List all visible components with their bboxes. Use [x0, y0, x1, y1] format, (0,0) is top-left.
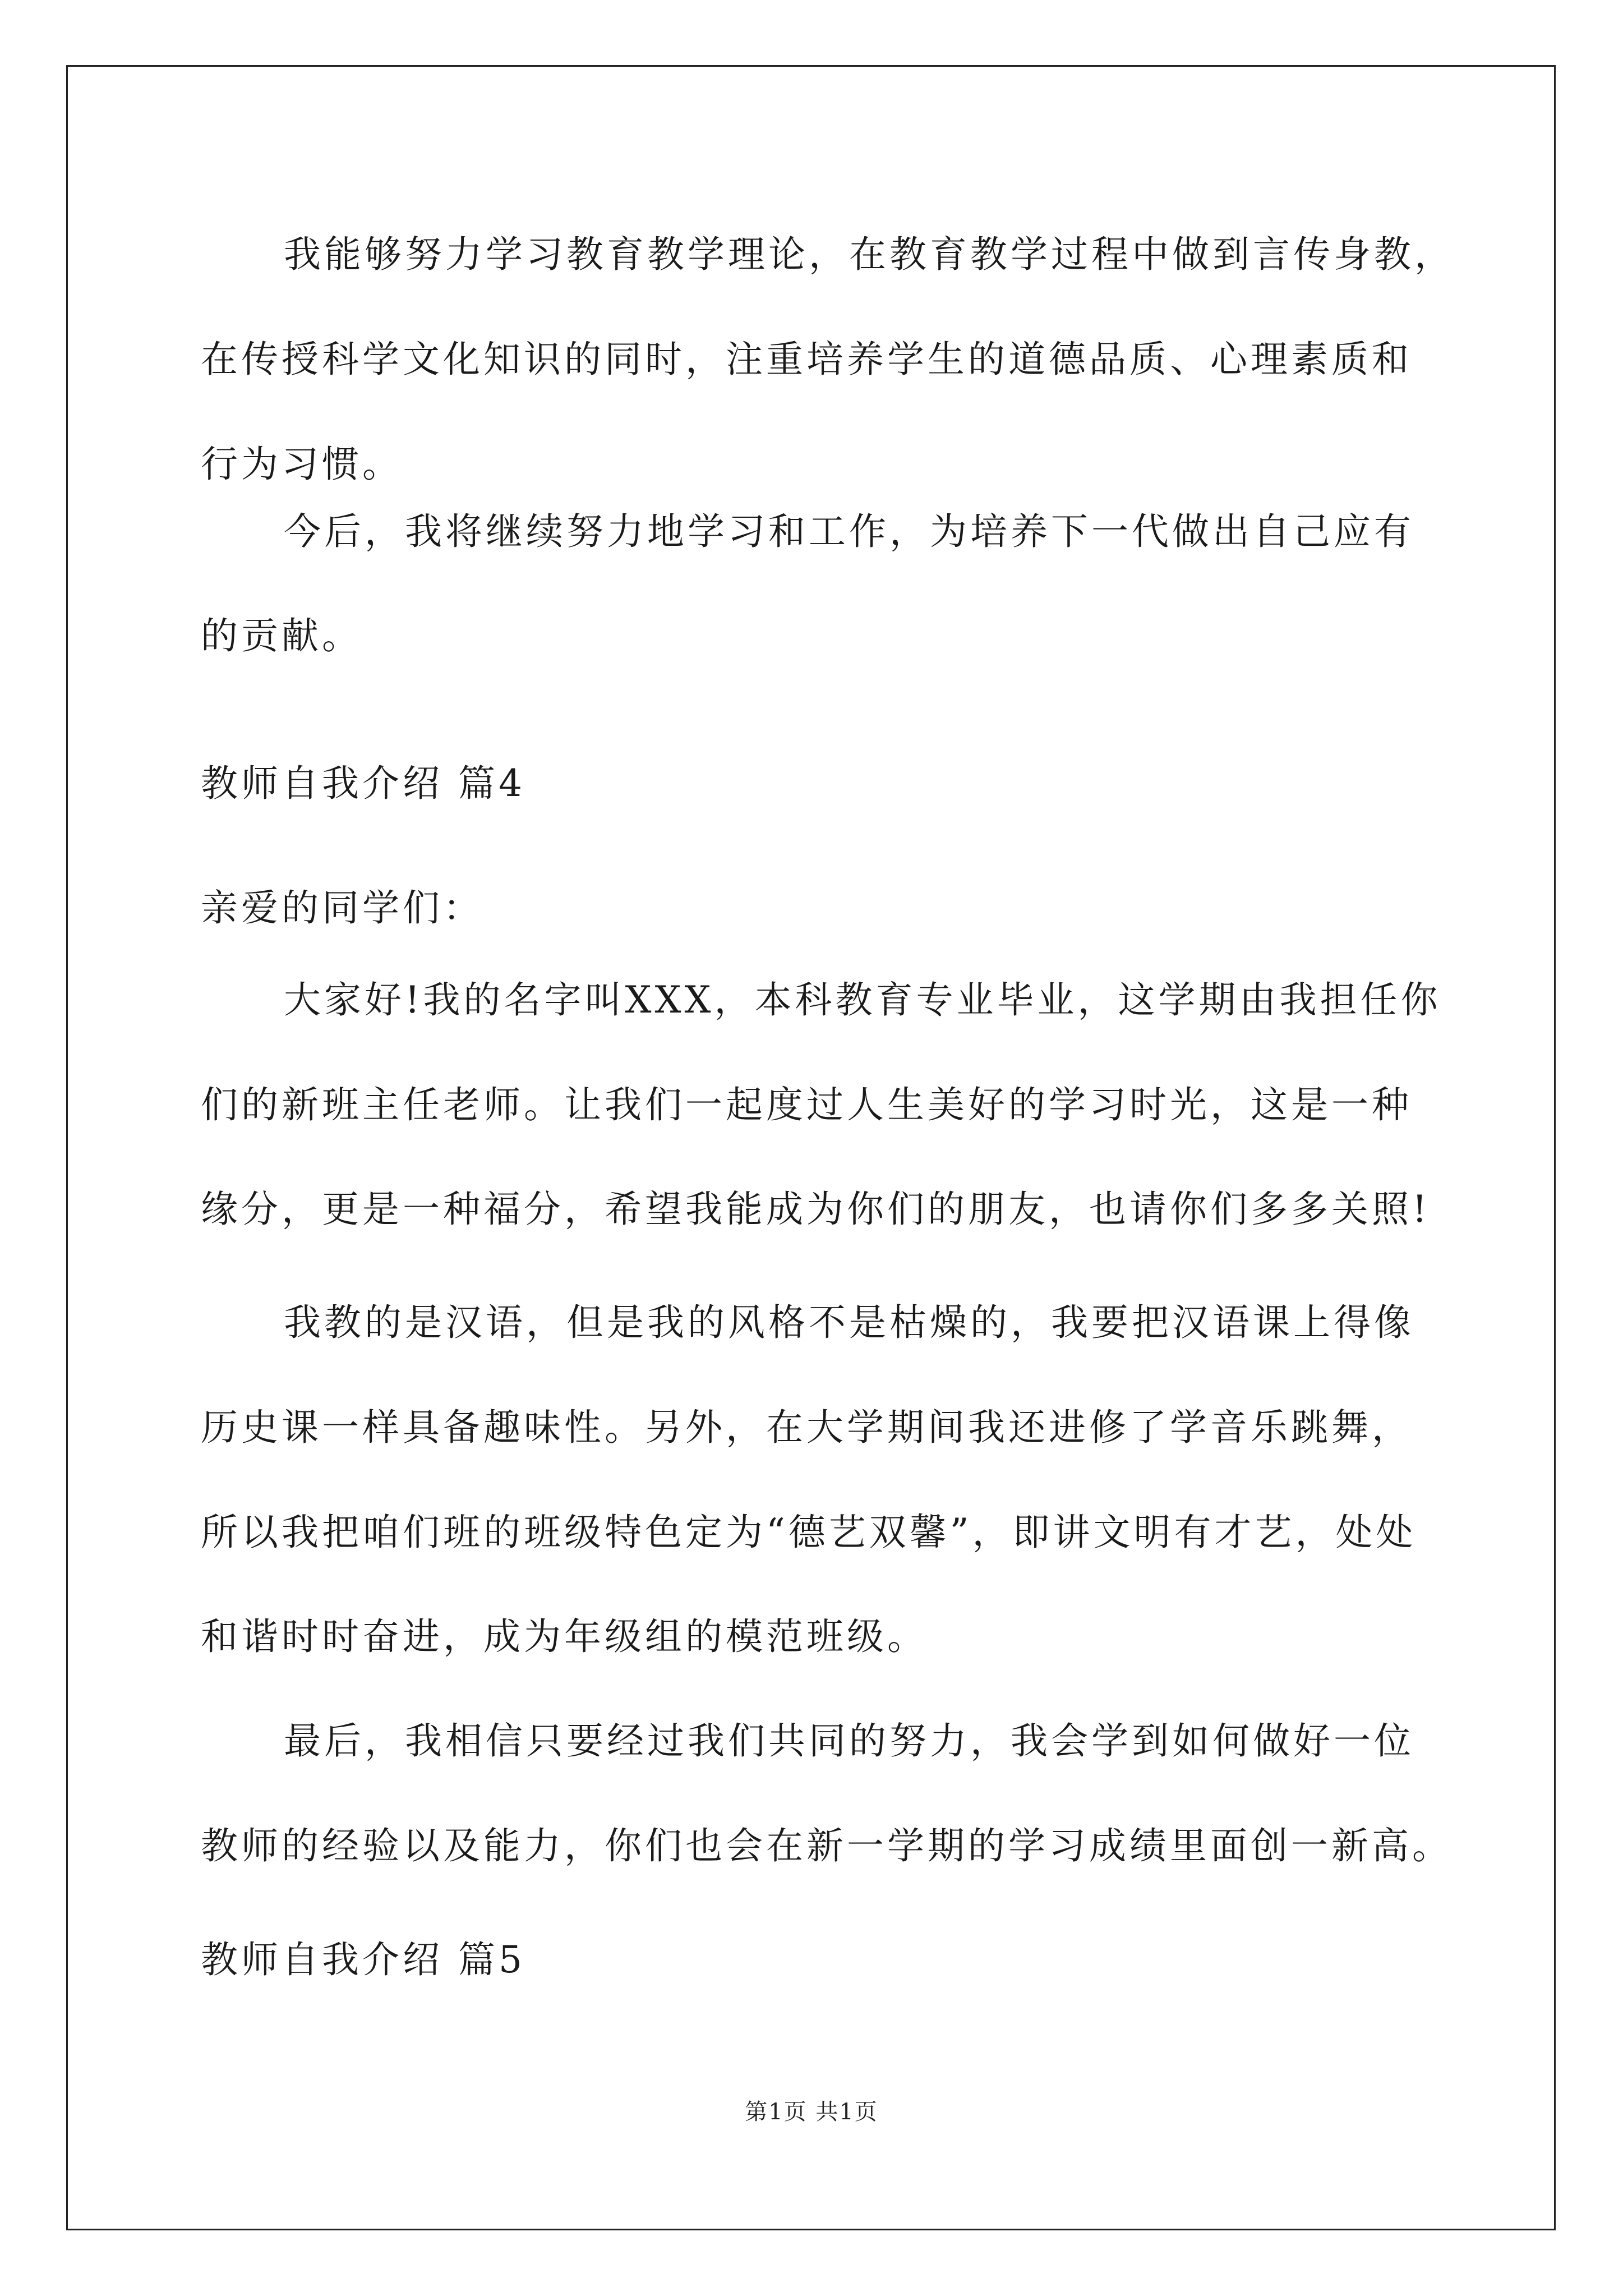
paragraph-line: 在传授科学文化知识的同时，注重培养学生的道德品质、心理素质和: [201, 338, 1412, 381]
paragraph-line: 和谐时时奋进，成为年级组的模范班级。: [201, 1615, 928, 1658]
paragraph-line: 大家好!我的名字叫XXX，本科教育专业毕业，这学期由我担任你: [284, 978, 1441, 1022]
page-number-footer: 第1页 共1页: [745, 2099, 878, 2125]
salutation: 亲爱的同学们：: [201, 886, 483, 930]
paragraph-line: 缘分，更是一种福分，希望我能成为你们的朋友，也请你们多多关照!: [201, 1188, 1431, 1231]
paragraph-line: 最后，我相信只要经过我们共同的努力，我会学到如何做好一位: [284, 1719, 1414, 1763]
paragraph-line: 我能够努力学习教育教学理论，在教育教学过程中做到言传身教，: [284, 233, 1455, 276]
section-heading: 教师自我介绍 篇5: [201, 1938, 525, 1981]
paragraph-line: 所以我把咱们班的班级特色定为“德艺双馨”，即讲文明有才艺，处处: [201, 1511, 1417, 1554]
paragraph-line: 行为习惯。: [201, 443, 403, 486]
paragraph-line: 教师的经验以及能力，你们也会在新一学期的学习成绩里面创一新高。: [201, 1824, 1453, 1867]
paragraph-line: 我教的是汉语，但是我的风格不是枯燥的，我要把汉语课上得像: [284, 1301, 1414, 1344]
paragraph-line: 的贡献。: [201, 614, 362, 657]
paragraph-line: 今后，我将继续努力地学习和工作，为培养下一代做出自己应有: [284, 510, 1414, 553]
paragraph-line: 们的新班主任老师。让我们一起度过人生美好的学习时光，这是一种: [201, 1083, 1412, 1126]
section-heading: 教师自我介绍 篇4: [201, 762, 525, 805]
page-border: [66, 65, 1556, 2230]
paragraph-line: 历史课一样具备趣味性。另外，在大学期间我还进修了学音乐跳舞，: [201, 1406, 1412, 1449]
